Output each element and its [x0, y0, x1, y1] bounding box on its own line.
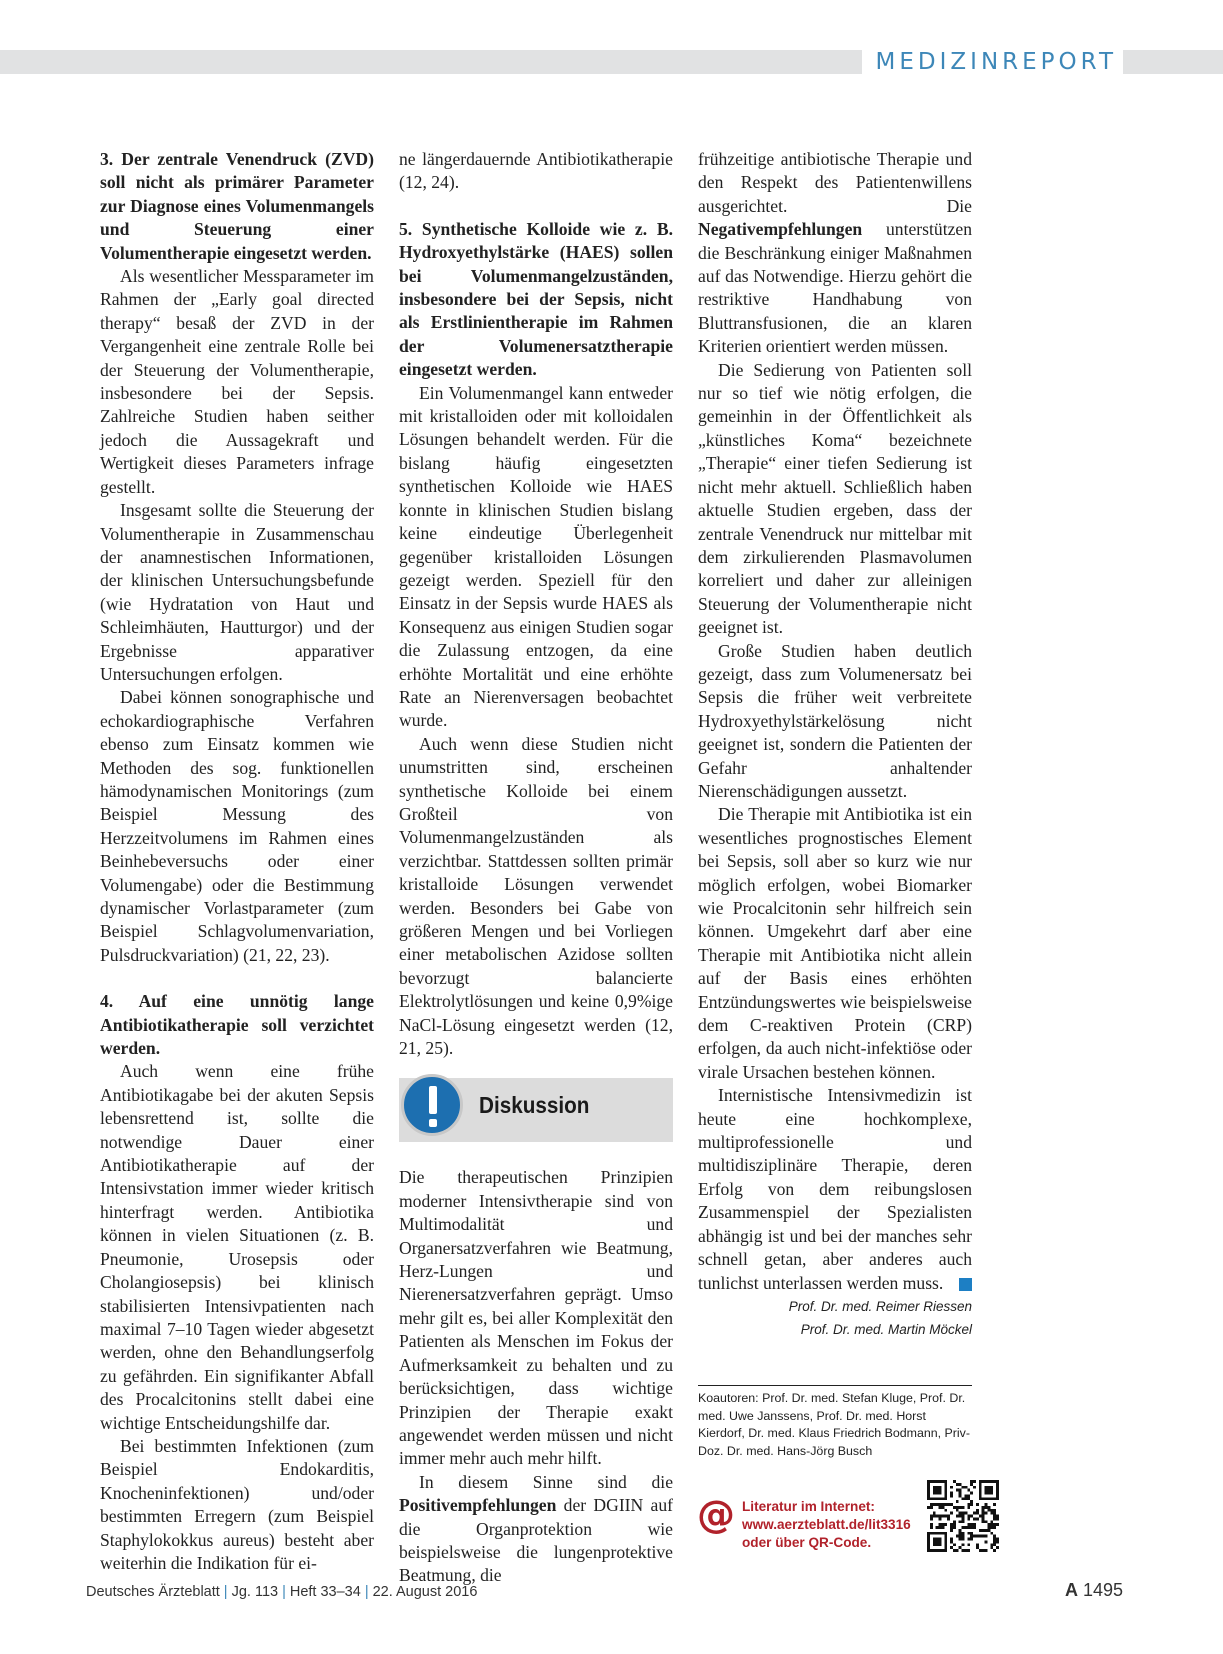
end-mark-icon: [959, 1278, 972, 1291]
footer-citation: Deutsches Ärzteblatt | Jg. 113 | Heft 33–34 | 22. August 2016: [86, 1584, 478, 1600]
positive-recommendations: Positivempfehlungen: [399, 1495, 557, 1516]
paragraph: Auch wenn diese Studien nicht unumstritten sind, erscheinen synthetische Kolloide bei einem Großteil von Volumenmangelzuständen als verzichtbar. Stattdessen sollten primär kristalloide Lösungen verwendet werden. Besonders bei Gabe von größeren Mengen und bei Vorliegen einer metabolischen Azidose sollten bevorzugt balancierte Elektrolytlösungen und keine 0,9%ige NaCl-Lösung eingesetzt werden (12, 21, 25).: [399, 733, 673, 1059]
qr-code-icon[interactable]: [927, 1480, 999, 1552]
heading-4: 4. Auf eine unnötig lange Antibiotikatherapie soll verzichtet werden.: [100, 991, 374, 1059]
paragraph: Dabei können sonographische und echokardiographische Verfahren ebenso zum Einsatz kommen wie Methoden des sog. funktionellen hämodynamischen Monitorings (zum Beispiel Messung des Herzzeitvolumens im Rahmen eines Beinhebeversuchs oder einer Volumengabe) oder die Bestimmung dynamischer Vorlastparameter (zum Beispiel Schlagvolumenvariation, Pulsdruckvariation) (21, 22, 23).: [100, 687, 374, 965]
literature-link[interactable]: [742, 1498, 911, 1552]
date: 22. August 2016: [372, 1584, 478, 1600]
paragraph: Große Studien haben deutlich gezeigt, dass zum Volumenersatz bei Sepsis die früher weit verbreitete Hydroxyethylstärkelösung nicht geeignet ist, sondern die Patienten der Gefahr anhaltender Nierenschädigungen aussetzt.: [698, 640, 972, 801]
paragraph: Bei bestimmten Infektionen (zum Beispiel Endokarditis, Knocheninfektionen) und/oder bestimmten Erregern (zum Beispiel Staphylokokkus aureus) besteht aber weiterhin die Indikation für ei-: [100, 1435, 374, 1573]
paragraph: Die Sedierung von Patienten soll nur so tief wie nötig erfolgen, die gemeinhin in der Öffentlichkeit als „künstliches Koma“ bezeichnete „Therapie“ einer tiefen Sedierung ist nicht mehr aktuell. Schließlich haben aktuelle Studien ergeben, dass der zentrale Venendruck nur mittelbar mit dem zirkulierenden Plasmavolumen korreliert und daher zur alleinigen Steuerung der Volumentherapie nicht geeignet ist.: [698, 359, 972, 638]
column-3: [698, 148, 972, 1341]
literature-line-3: oder über QR-Code.: [742, 1535, 872, 1550]
svg-text:@: @: [697, 1496, 735, 1534]
author-2: Prof. Dr. med. Martin Möckel: [800, 1321, 972, 1337]
discussion-header: [399, 1070, 673, 1136]
paragraph: Ein Volumenmangel kann entweder mit kristalloiden oder mit kolloidalen Lösungen behandelt werden. Für die bislang häufig eingesetzten synthetischen Kolloide wie HAES konnte in klinischen Studien bislang keine eindeutige Überlegenheit gegenüber kristalloiden Lösungen gezeigt werden. Speziell für den Einsatz in der Sepsis wurde HAES als Konsequenz aus einigen Studien sogar die Zulassung entzogen, da eine erhöhte Mortalität und eine erhöhte Rate an Nierenversagen beobachtet wurde.: [399, 382, 673, 731]
heading-5: 5. Synthetische Kolloide wie z. B. Hydroxyethylstärke (HAES) sollen bei Volumenmangelzuständen, insbesondere bei der Sepsis, nicht als Erstlinientherapie im Rahmen der Volumenersatztherapie eingesetzt werden.: [399, 218, 673, 380]
paragraph: Internistische Intensivmedizin ist heute eine hochkomplexe, multiprofessionelle und multidisziplinäre Therapie, deren Erfolg von dem reibungslosen Zusammenspiel der Spezialisten abhängig ist und bei der manches sehr schnell getan, aber anderes auch tunlichst unterlassen werden muss.: [698, 1085, 972, 1293]
issue: Heft 33–34: [289, 1584, 361, 1600]
paragraph: ne längerdauernde Antibiotikatherapie (12, 24).: [399, 149, 673, 193]
journal-name: Deutsches Ärzteblatt: [86, 1584, 220, 1600]
discussion-title: Diskussion: [479, 1092, 590, 1119]
literature-line-1: Literatur im Internet:: [742, 1499, 875, 1514]
paragraph: frühzeitige antibiotische Therapie und den Respekt des Patientenwillens ausgerichtet. Die Negativempfehlungen unterstützen die Beschränkung einiger Maßnahmen auf das Notwendige. Hierzu gehört die restriktive Handhabung von Bluttransfusionen, die an klaren Kriterien orientiert werden müssen.: [698, 149, 972, 357]
column-2: [399, 148, 673, 1588]
negative-recommendations: Negativempfehlungen: [698, 219, 863, 240]
at-sign-icon: [697, 1496, 735, 1534]
paragraph: Als wesentlicher Messparameter im Rahmen der „Early goal directed therapy“ besaß der ZVD in der Vergangenheit eine zentrale Rolle bei der Steuerung der Volumentherapie, insbesondere bei der Sepsis. Zahlreiche Studien haben seither jedoch die Aussagekraft und Wertigkeit dieses Parameters infrage gestellt.: [100, 266, 374, 497]
paragraph: Auch wenn eine frühe Antibiotikagabe bei der akuten Sepsis lebensrettend ist, sollte die notwendige Dauer einer Antibiotikatherapie auf der Intensivstation immer wieder kritisch hinterfragt werden. Antibiotika können in vielen Situationen (z. B. Pneumonie, Urosepsis oder Cholangiosepsis) bei klinisch stabilisierten Intensivpatienten nach maximal 7–10 Tagen wieder abgesetzt werden, ohne den Behandlungserfolg zu gefährden. Ein signifikanter Abfall des Procalcitonins stellt dabei eine wichtige Entscheidungshilfe dar.: [100, 1061, 374, 1433]
page-number: A 1495: [1064, 1580, 1123, 1600]
literature-url[interactable]: www.aerzteblatt.de/lit3316: [742, 1517, 911, 1532]
section-label: MEDIZINREPORT: [862, 46, 1123, 78]
coauthors-note: Koautoren: Prof. Dr. med. Stefan Kluge, Prof. Dr. med. Uwe Janssens, Prof. Dr. med. Horst Kierdorf, Dr. med. Klaus Friedrich Bodmann, Priv-Doz. Dr. med. Hans-Jörg Busch: [698, 1385, 972, 1460]
paragraph: Die Therapie mit Antibiotika ist ein wesentliches prognostisches Element bei Sepsis, soll aber so kurz wie nur möglich erfolgen, wobei Biomarker wie Procalcitonin sehr hilfreich sein können. Umgekehrt darf aber eine Therapie mit Antibiotika nicht allein auf der Basis eines erhöhten Entzündungswertes wie beispielsweise dem C-reaktiven Protein (CRP) erfolgen, da auch nicht-infektiöse oder virale Ursachen bestehen können.: [698, 804, 972, 1082]
paragraph: Insgesamt sollte die Steuerung der Volumentherapie in Zusammenschau der anamnestischen Informationen, der klinischen Untersuchungsbefunde (wie Hydratation von Haut und Schleimhäuten, Hautturgor) und der Ergebnisse apparativer Untersuchungen erfolgen.: [100, 500, 374, 684]
author-1: Prof. Dr. med. Reimer Riessen: [788, 1298, 972, 1314]
exclamation-icon: [401, 1074, 463, 1136]
volume: Jg. 113: [231, 1584, 279, 1600]
heading-3: 3. Der zentrale Venendruck (ZVD) soll nicht als primärer Parameter zur Diagnose eines Volumenmangels und Steuerung einer Volumentherapie eingesetzt werden.: [100, 149, 374, 263]
column-1: [100, 148, 374, 1575]
paragraph: Die therapeutischen Prinzipien moderner Intensivtherapie sind von Multimodalität und Organersatzverfahren wie Beatmung, Herz-Lungen und Nierenersatzverfahren geprägt. Umso mehr gilt es, bei aller Komplexität den Patienten als Menschen im Fokus der Aufmerksamkeit zu behalten und zu berücksichtigen, dass wichtige Prinzipien der Therapie exakt angewendet werden müssen und nicht immer mehr auch mehr hilft.: [399, 1167, 673, 1469]
paragraph: In diesem Sinne sind die Positivempfehlungen der DGIIN auf die Organprotektion wie beispielsweise die lungenprotektive Beatmung, die: [399, 1471, 673, 1586]
